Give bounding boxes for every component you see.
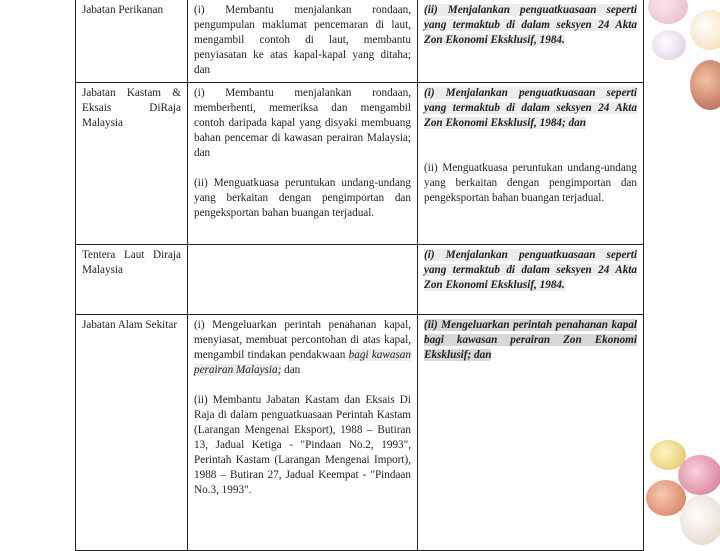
power-text: (ii) Mengeluarkan perintah penahanan kapal bagi kawasan perairan Zon Ekonomi Eksklusif; dan <box>424 319 637 361</box>
power-text: (i) Menjalankan penguatkuasaan seperti yang termaktub di dalam seksyen 24 Akta Zon Ekonomi Eksklusif, 1984. <box>424 249 637 291</box>
agency-cell: Jabatan Perikanan <box>76 0 188 83</box>
power-text: (ii) Menjalankan penguatkuasaan seperti yang termaktub di dalam seksyen 24 Akta Zon Ekonomi Eksklusif, 1984. <box>424 4 637 46</box>
role-text: (i) Mengeluarkan perintah penahanan kapal, menyiasat, membuat percontohan di atas kapal, mengambil tindakan pendakwaan bagi kawasan perairan Malaysia; dan <box>194 319 411 376</box>
role-text: (ii) Menguatkuasa peruntukan undang-undang yang berkaitan dengan pengimportan dan pengeksportan bahan buangan terjadual. <box>194 177 411 219</box>
power-cell <box>418 83 644 245</box>
candy-decoration <box>646 480 686 516</box>
agency-cell: Jabatan Alam Sekitar <box>76 315 188 551</box>
role-cell <box>188 245 418 315</box>
role-cell <box>188 83 418 245</box>
agency-cell: Jabatan Kastam & Eksais DiRaja Malaysia <box>76 83 188 245</box>
power-text: (ii) Menguatkuasa peruntukan undang-undang yang berkaitan dengan pengimportan dan pengeksportan bahan buangan terjadual. <box>424 162 637 204</box>
role-text: (ii) Membantu Jabatan Kastam dan Eksais Di Raja di dalam penguatkuasaan Perintah Kastam (Larangan Mengenai Eksport), 1988 – Butiran 13, Jadual Ketiga - "Pindaan No.2, 1993", Perintah Kastam (Larangan Mengenai Import), 1988 – Butiran 27, Jadual Keempat - "Pindaan No.3, 1993". <box>194 394 411 496</box>
role-text: (i) Membantu menjalankan rondaan, memberhenti, memeriksa dan mengambil contoh daripada kapal yang disyaki membuang bahan pencemar di kawasan perairan Malaysia; dan <box>194 87 411 159</box>
table-row <box>76 315 644 551</box>
candy-decoration <box>678 455 720 495</box>
candy-decoration <box>680 495 720 545</box>
power-cell <box>418 245 644 315</box>
power-cell <box>418 0 644 83</box>
candy-decoration <box>690 10 720 50</box>
agency-table <box>75 0 644 551</box>
table-row <box>76 83 644 245</box>
candy-decoration <box>648 0 688 24</box>
candy-decoration <box>690 60 720 110</box>
role-cell <box>188 315 418 551</box>
power-text: (i) Menjalankan penguatkuasaan seperti yang termaktub di dalam seksyen 24 Akta Zon Ekonomi Eksklusif, 1984; dan <box>424 87 637 129</box>
table-row <box>76 245 644 315</box>
role-text: (i) Membantu menjalankan rondaan, pengumpulan maklumat pencemaran di laut, mengambil contoh di laut, membantu penyiasatan ke atas kapal-kapal yang ditaha; dan <box>194 4 411 76</box>
agency-cell: Tentera Laut Diraja Malaysia <box>76 245 188 315</box>
role-cell <box>188 0 418 83</box>
table-row <box>76 0 644 83</box>
candy-decoration <box>652 30 686 60</box>
power-cell <box>418 315 644 551</box>
